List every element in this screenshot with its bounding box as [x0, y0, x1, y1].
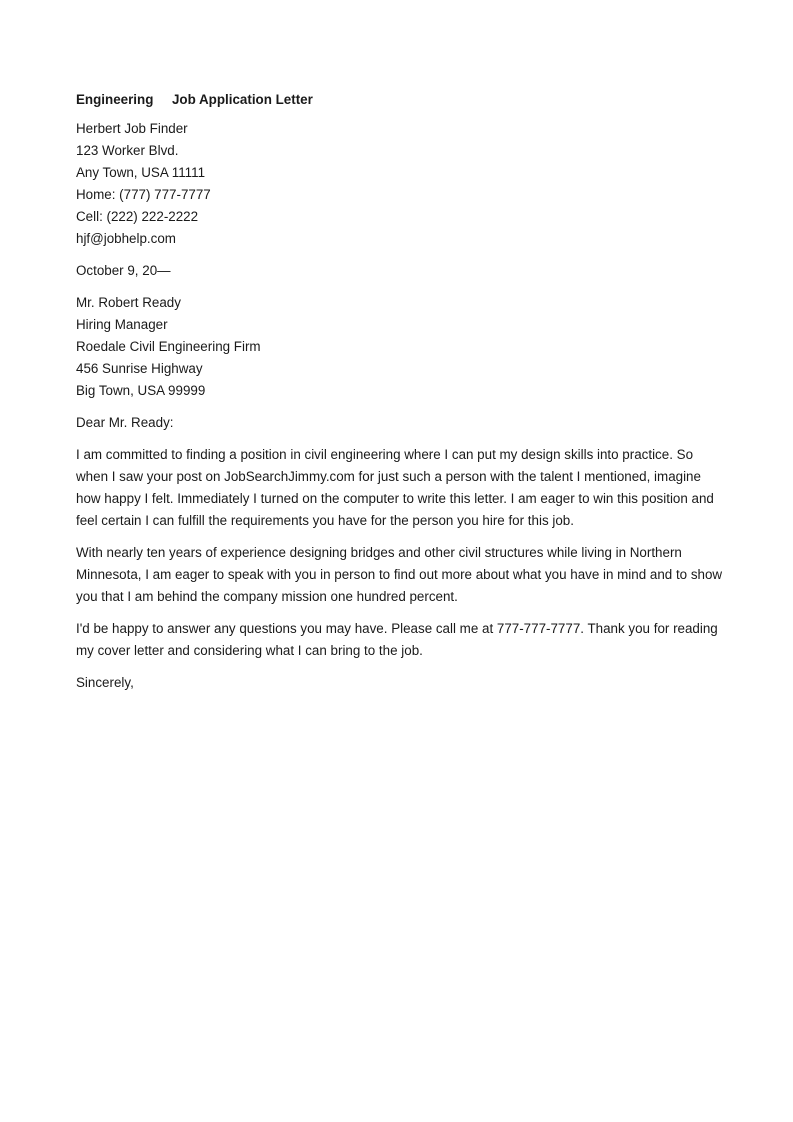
sender-name: Herbert Job Finder [76, 121, 188, 136]
paragraph-line: when I saw your post on JobSearchJimmy.com for just such a person with the talent I mentioned, imagine [76, 469, 701, 484]
letter-page [76, 90, 723, 694]
body-paragraph-1 [76, 444, 716, 532]
body-paragraph-3 [76, 618, 716, 662]
paragraph-line: my cover letter and considering what I can bring to the job. [76, 643, 423, 658]
paragraph-line: I am committed to finding a position in civil engineering where I can put my design skills into practice. So [76, 447, 694, 462]
paragraph-line: feel certain I can fulfill the requirements you have for the person you hire for this job. [76, 513, 574, 528]
sender-home-phone: Home: (777) 777-7777 [76, 187, 211, 202]
sender-cell-phone: Cell: (222) 222-2222 [76, 209, 199, 224]
paragraph-line: I'd be happy to answer any questions you may have. Please call me at 777-777-7777. Thank you for reading [76, 621, 718, 636]
recipient-street: 456 Sunrise Highway [76, 361, 203, 376]
paragraph-line: how happy I felt. Immediately I turned on the computer to write this letter. I am eager to win this position and [76, 491, 714, 506]
body-paragraph-2 [76, 542, 723, 608]
closing: Sincerely, [76, 675, 134, 690]
recipient-address [76, 292, 716, 402]
sender-street: 123 Worker Blvd. [76, 143, 179, 158]
recipient-title: Hiring Manager [76, 317, 168, 332]
recipient-city: Big Town, USA 99999 [76, 383, 206, 398]
paragraph-line: you that I am behind the company mission one hundred percent. [76, 589, 458, 604]
letter-title: Engineering Job Application Letter [76, 92, 313, 107]
sender-address [76, 118, 716, 250]
letter-date: October 9, 20— [76, 263, 171, 278]
sender-email: hjf@jobhelp.com [76, 231, 176, 246]
recipient-company: Roedale Civil Engineering Firm [76, 339, 261, 354]
sender-city: Any Town, USA 11111 [76, 165, 206, 180]
paragraph-line: With nearly ten years of experience designing bridges and other civil structures while living in Northern [76, 545, 682, 560]
recipient-name: Mr. Robert Ready [76, 295, 181, 310]
salutation: Dear Mr. Ready: [76, 415, 174, 430]
paragraph-line: Minnesota, I am eager to speak with you in person to find out more about what you have in mind and to show [76, 567, 723, 582]
